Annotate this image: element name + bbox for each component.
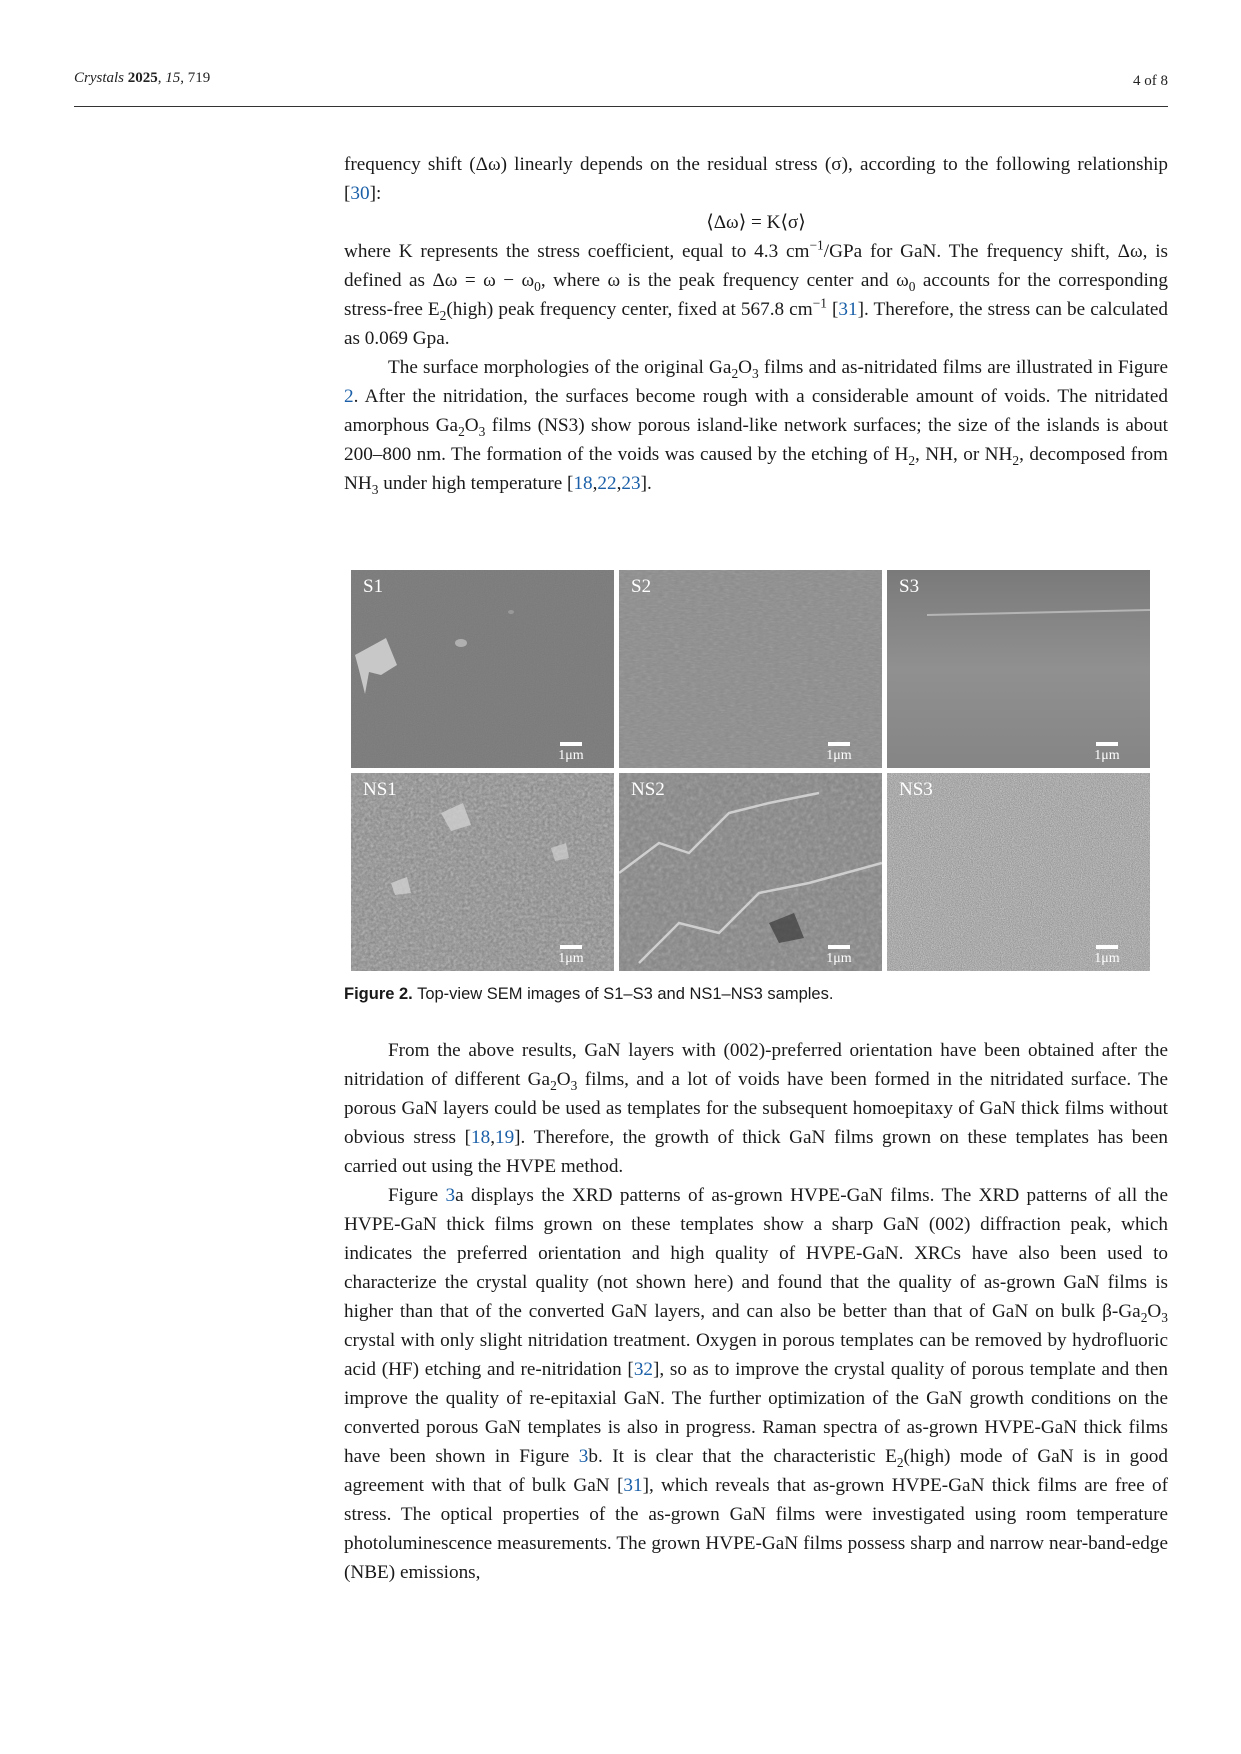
sem-image [619,773,882,971]
caption-label: Figure 2. [344,985,413,1003]
paragraph-raman-shift: frequency shift (Δω) linearly depends on the residual stress (σ), according to the following relationship [30]: [344,154,1168,204]
scale-bar: 1μm [814,945,864,967]
citation-link[interactable]: 31 [623,1475,643,1496]
citation-link[interactable]: 31 [838,299,858,320]
figure-caption [344,985,1168,1004]
scale-bar: 1μm [1082,945,1132,967]
sem-panel-ns2 [619,773,882,971]
sem-panel-s2 [619,570,882,768]
caption-text: Top-view SEM images of S1–S3 and NS1–NS3 samples. [417,985,834,1003]
page-header [74,70,1168,107]
stress-equation: ⟨Δω⟩ = K⟨σ⟩ [706,212,806,233]
scale-bar: 1μm [546,945,596,967]
panel-label: NS3 [899,779,933,800]
body-text-top [344,150,1168,498]
panel-label: S3 [899,576,920,597]
figure-link[interactable]: 3 [578,1446,589,1467]
sem-figure [351,570,1151,971]
journal-volume: 15 [165,70,181,86]
sem-image [351,773,614,971]
journal-name: Crystals [74,70,125,86]
body-text-bottom [344,1036,1168,1587]
panel-label: NS1 [363,779,397,800]
paragraph-gan-templates: From the above results, GaN layers with (002)-preferred orientation have been obtained after the nitridation of different $Ga_2O_3$ films, and a lot of voids have been formed in the nitridated surface. The porous GaN layers could be used as templates for the subsequent homoepitaxy of GaN thick films without obvious stress [18,19]. Therefore, the growth of thick GaN films grown on these templates has been carried out using the HVPE method. [344,1040,1169,1177]
citation-link[interactable]: 18 [573,473,593,494]
panel-label: S1 [363,576,384,597]
sem-panel-s3 [887,570,1150,768]
sem-image [887,570,1150,768]
sem-image [887,773,1150,971]
citation-link[interactable]: 19 [494,1127,515,1148]
paragraph-xrd-raman: Figure 3a displays the XRD patterns of as-grown HVPE-GaN films. The XRD patterns of all the HVPE-GaN thick films grown on these templates show a sharp GaN (002) diffraction peak, which indicates the preferred orientation and high quality of HVPE-GaN. XRCs have also been used to characterize the crystal quality (not shown here) and found that the quality of as-grown GaN films is higher than that of the converted GaN layers, and can also be better than that of GaN on bulk $\beta-Ga_2O_3$ crystal with only slight nitridation treatment. Oxygen in porous templates can be removed by hydrofluoric acid (HF) etching and re-nitridation [32], so as to improve the crystal quality of porous template and then improve the quality of re-epitaxial GaN. The further optimization of the GaN growth conditions on the converted porous GaN templates is also in progress. Raman spectra of as-grown HVPE-GaN thick films have been shown in Figure 3b. It is clear that the characteristic $E_2(high)$ mode of GaN is in good agreement with that of bulk GaN [31], which reveals that as-grown HVPE-GaN thick films are free of stress. The optical properties of the as-grown GaN films were investigated using room temperature photoluminescence measurements. The grown HVPE-GaN films possess sharp and narrow near-band-edge (NBE) emissions, [344,1185,1168,1583]
sem-panel-s1 [351,570,614,768]
journal-citation: Crystals 2025, 15, 719 [74,70,211,86]
citation-link[interactable]: 18 [471,1127,491,1148]
panel-label: NS2 [631,779,665,800]
sem-image [619,570,882,768]
figure-link[interactable]: 3 [445,1185,456,1206]
citation-link[interactable]: 30 [350,183,370,204]
panel-label: S2 [631,576,652,597]
article-number: 719 [187,70,211,86]
citation-link[interactable]: 23 [621,473,641,494]
citation-link[interactable]: 32 [633,1359,653,1380]
scale-bar: 1μm [1082,742,1132,764]
sem-panel-ns3 [887,773,1150,971]
citation-link[interactable]: 22 [597,473,617,494]
sem-image [351,570,614,768]
sem-panel-ns1 [351,773,614,971]
scale-bar: 1μm [814,742,864,764]
paragraph-surface-morphology: The surface morphologies of the original $Ga_2O_3$ films and as-nitridated films are illustrated in Figure 2. After the nitridation, the surfaces become rough with a considerable amount of voids. The nitridated amorphous $Ga_2O_3$ films (NS3) show porous island-like network surfaces; the size of the islands is about 200–800 nm. The formation of the voids was caused by the etching of $H_2$, NH, or $NH_2$, decomposed from $NH_3$ under high temperature [18,22,23]. [344,357,1169,497]
scale-bar: 1μm [546,742,596,764]
paragraph-stress-coefficient: where K represents the stress coefficient, equal to 4.3 $cm^{-1}$/GPa for GaN. The frequency shift, Δω, is defined as $\Delta\omega = \omega - \omega_0$, where ω is the peak frequency center and $\omega_0$ accounts for the corresponding stress-free $E_2(high)$ peak frequency center, fixed at 567.8 $cm^{-1}$ [31]. Therefore, the stress can be calculated as 0.069 Gpa. [344,237,1169,349]
journal-year: 2025 [127,70,158,86]
figure-link[interactable]: 2 [344,386,354,407]
page-number: 4 of 8 [1133,73,1168,89]
